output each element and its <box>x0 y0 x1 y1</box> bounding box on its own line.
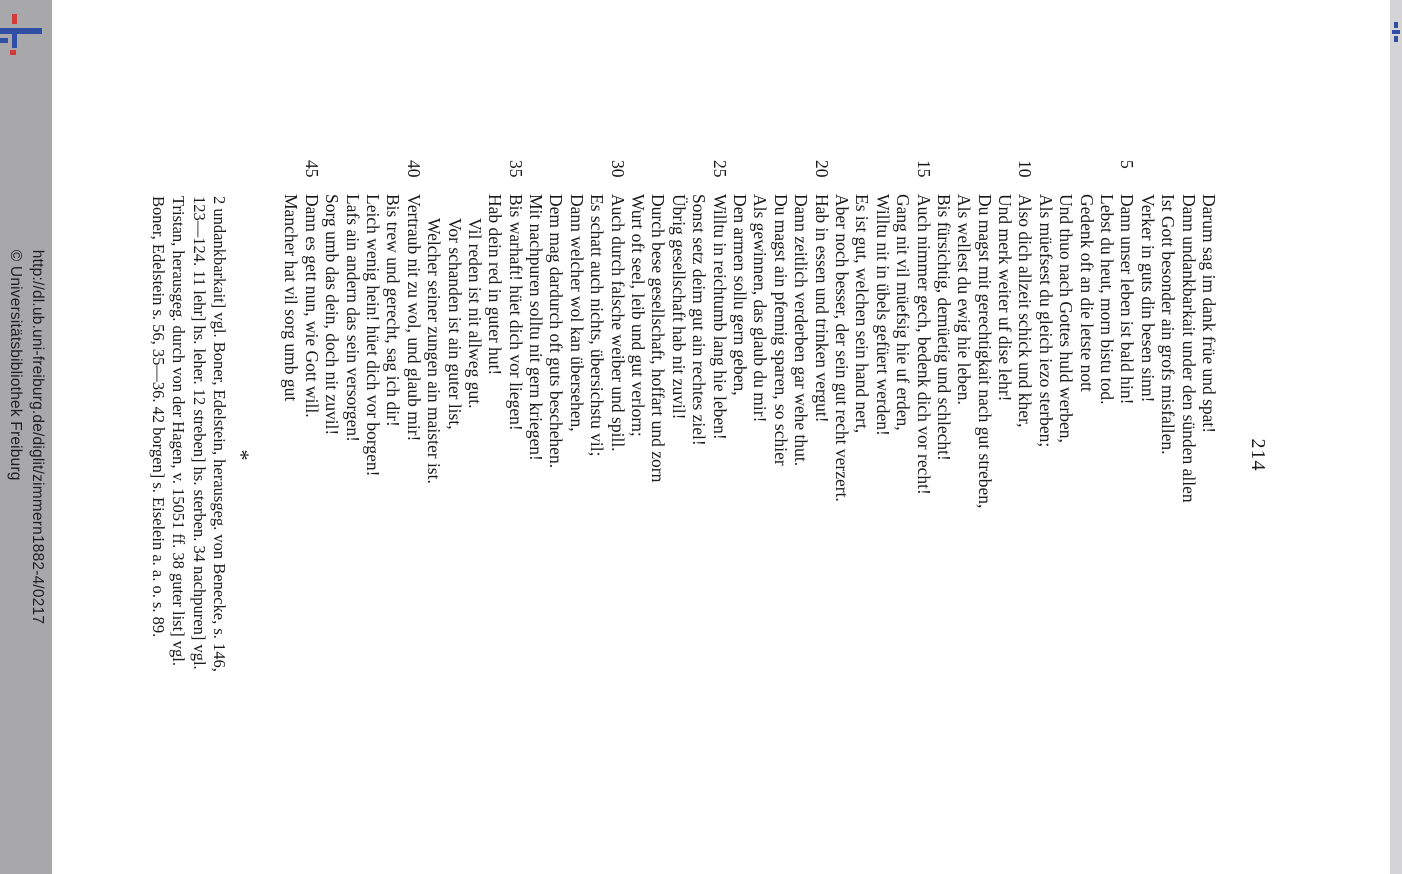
line-text: Hab in essen und trinken vergut! <box>811 194 832 423</box>
poem-line <box>424 160 444 750</box>
poem-line <box>934 160 954 750</box>
poem-line <box>485 160 505 750</box>
poem-line <box>1137 160 1157 750</box>
line-text: Auch nimmer gech, bedenk dich vor recht! <box>913 194 934 495</box>
sidebar-caption <box>4 250 48 624</box>
line-text: Lafs ain andern das sein versorgen! <box>342 194 363 442</box>
poem-line <box>913 160 933 750</box>
nav-marker-icon[interactable] <box>1392 22 1402 42</box>
line-text: Als gewinnen, das glaub du mir! <box>750 194 771 423</box>
line-text: Aber noch besser, der sein gut recht verzert. <box>831 194 852 502</box>
line-text: Dann es gett nun, wie Gott will. <box>301 194 322 418</box>
poem-line <box>1076 160 1096 750</box>
line-text: Vertraub nit zu wol, und glaub mir! <box>403 194 424 442</box>
poem-line <box>1117 160 1137 750</box>
poem-line <box>1015 160 1035 750</box>
line-text: Und merk weiter uf dise lehr! <box>995 194 1016 402</box>
poem-line <box>546 160 566 750</box>
library-logo-icon[interactable] <box>0 14 44 54</box>
line-text: Dann undankbarkait under den sünden allen <box>1178 194 1199 503</box>
line-number: 45 <box>301 160 322 178</box>
line-text: Den armen sollu gern geben, <box>730 194 751 396</box>
footnote-line: 123—124. 11 lehr] hs. leher. 12 streben] hs. sterben. 34 nachpuren] vgl. <box>189 196 209 670</box>
line-text: Als müefsest du gleich iezo sterben; <box>1035 194 1056 448</box>
line-text: Hab dein red in guter hut! <box>485 194 506 376</box>
poem-line <box>893 160 913 750</box>
line-text: Bis trew und gerecht, sag ich dir! <box>383 194 404 427</box>
poem-line <box>383 160 403 750</box>
line-text: Auch durch falsche weiber und spill. <box>607 194 628 452</box>
line-number: 30 <box>607 160 628 178</box>
line-number: 20 <box>811 160 832 178</box>
section-separator: * <box>229 449 254 461</box>
poem-line <box>709 160 729 750</box>
poem-line <box>954 160 974 750</box>
footnotes <box>147 196 229 756</box>
line-text: Vor schanden ist ain guter list, <box>444 218 465 430</box>
poem-line <box>1035 160 1055 750</box>
poem-line <box>526 160 546 750</box>
line-text: Welcher seiner zungen ain maister ist. <box>424 218 445 484</box>
poem-line <box>995 160 1015 750</box>
line-text: Du magst mit gerechtigkait nach gut streben, <box>974 194 995 509</box>
poem-line <box>567 160 587 750</box>
poem-line <box>403 160 423 750</box>
line-text: Leich wenig hein! hüet dich vor borgen! <box>362 194 383 477</box>
line-text: Ist Gott besonder ain grofs misfallen. <box>1158 194 1179 455</box>
line-text: Übrig gesellschaft hab nit zuvil! <box>668 194 689 420</box>
poem-line <box>648 160 668 750</box>
line-text: Dem mag dardurch oft guts beschehen. <box>546 194 567 469</box>
line-text: Dann welcher wol kan übersehen, <box>566 194 587 432</box>
line-number: 40 <box>403 160 424 178</box>
line-text: Sonst setz deim gut ain rechtes ziel! <box>689 194 710 446</box>
line-text: Gedenk oft an die letste nott <box>1076 194 1097 392</box>
poem-line <box>872 160 892 750</box>
poem-line <box>689 160 709 750</box>
poem-line <box>974 160 994 750</box>
line-text: Durch bese gesellschaft, hoffart und zorn <box>648 194 669 483</box>
line-text: Bis fürsichtig, demüetig und schlecht! <box>933 194 954 461</box>
line-text: Sorg umb das dein, doch nit zuvil! <box>322 194 343 436</box>
copyright-notice: © Universitätsbibliothek Freiburg <box>7 249 24 481</box>
poem-line <box>770 160 790 750</box>
poem-line <box>281 160 301 750</box>
poem-line <box>465 160 485 750</box>
footnote-line: Tristan, herausgeg. durch von der Hagen, v. 15051 ff. 38 guter list] vgl. <box>169 196 189 667</box>
poem-line <box>607 160 627 750</box>
footnote-line: 2 undankbarkait] vgl. Boner, Edelstein, herausgeg. von Benecke, s. 146, <box>210 196 229 672</box>
poem-line <box>791 160 811 750</box>
line-number: 25 <box>709 160 730 178</box>
line-text: Willtu in reichtumb lang hie leben! <box>709 194 730 440</box>
poem-line <box>587 160 607 750</box>
line-number: 10 <box>1015 160 1036 178</box>
poem-line <box>342 160 362 750</box>
poem-line <box>730 160 750 750</box>
poem-line <box>832 160 852 750</box>
poem-line <box>1178 160 1198 750</box>
scanned-page <box>148 160 1277 750</box>
line-text: Gang nit vil müefsig hie uf erden, <box>893 194 914 431</box>
line-number: 35 <box>505 160 526 178</box>
poem-line <box>505 160 525 750</box>
poem-line <box>750 160 770 750</box>
right-edge-strip <box>1390 0 1402 874</box>
footnote-line: Boner, Edelstein s. 56, 35—36. 42 borgen] s. Eiselein a. a. o. s. 89. <box>148 196 168 638</box>
line-text: Du magst ain pfennig sparen, so schier <box>770 194 791 466</box>
line-text: Vil reden ist nit allweg gut. <box>464 218 485 409</box>
line-text: Als wellest du ewig hie leben. <box>954 194 975 405</box>
poem-line <box>628 160 648 750</box>
line-text: Dann zeitlich verderben gar wehe thut. <box>791 194 812 467</box>
poem-text <box>281 160 1219 750</box>
poem-line <box>1056 160 1076 750</box>
source-url[interactable]: http://dl.ub.uni-freiburg.de/diglit/zimmern1882-4/0217 <box>29 249 46 625</box>
line-text: Lebst du heut, morn bistu tod. <box>1097 194 1118 405</box>
line-text: Mancher hat vil sorg umb gut <box>281 194 302 402</box>
poem-line <box>668 160 688 750</box>
poem-line <box>363 160 383 750</box>
line-text: Darum sag im dank früe und spat! <box>1199 194 1219 434</box>
line-text: Verker in guts din besen sinn! <box>1137 194 1158 403</box>
poem-line <box>852 160 872 750</box>
line-text: Und thuo nach Gottes huld werben, <box>1056 194 1077 443</box>
line-text: Mit nachpuren solltu nit gern kriegen! <box>526 194 547 461</box>
line-text: Dann unser leben ist bald hin! <box>1117 194 1138 405</box>
line-number: 15 <box>913 160 934 178</box>
poem-line <box>301 160 321 750</box>
line-text: Willtu nit in übels gefüert werden! <box>872 194 893 436</box>
poem-line <box>1199 160 1219 750</box>
line-text: Bis warhaft! hüet dich vor liegen! <box>505 194 526 431</box>
line-text: Es schatt auch nichts, übersichstu vil; <box>587 194 608 457</box>
poem-line <box>444 160 464 750</box>
line-text: Also dich allzeit schick und kher, <box>1015 194 1036 428</box>
line-text: Es ist gut, welchen sein hand nert, <box>852 194 873 434</box>
viewer-sidebar <box>0 0 52 874</box>
poem-line <box>1158 160 1178 750</box>
poem-line <box>1097 160 1117 750</box>
poem-line <box>811 160 831 750</box>
page-number: 214 <box>1247 438 1269 472</box>
line-text: Wurt oft seel, leib und gut verlorn; <box>628 194 649 437</box>
line-number: 5 <box>1117 160 1138 169</box>
poem-line <box>322 160 342 750</box>
